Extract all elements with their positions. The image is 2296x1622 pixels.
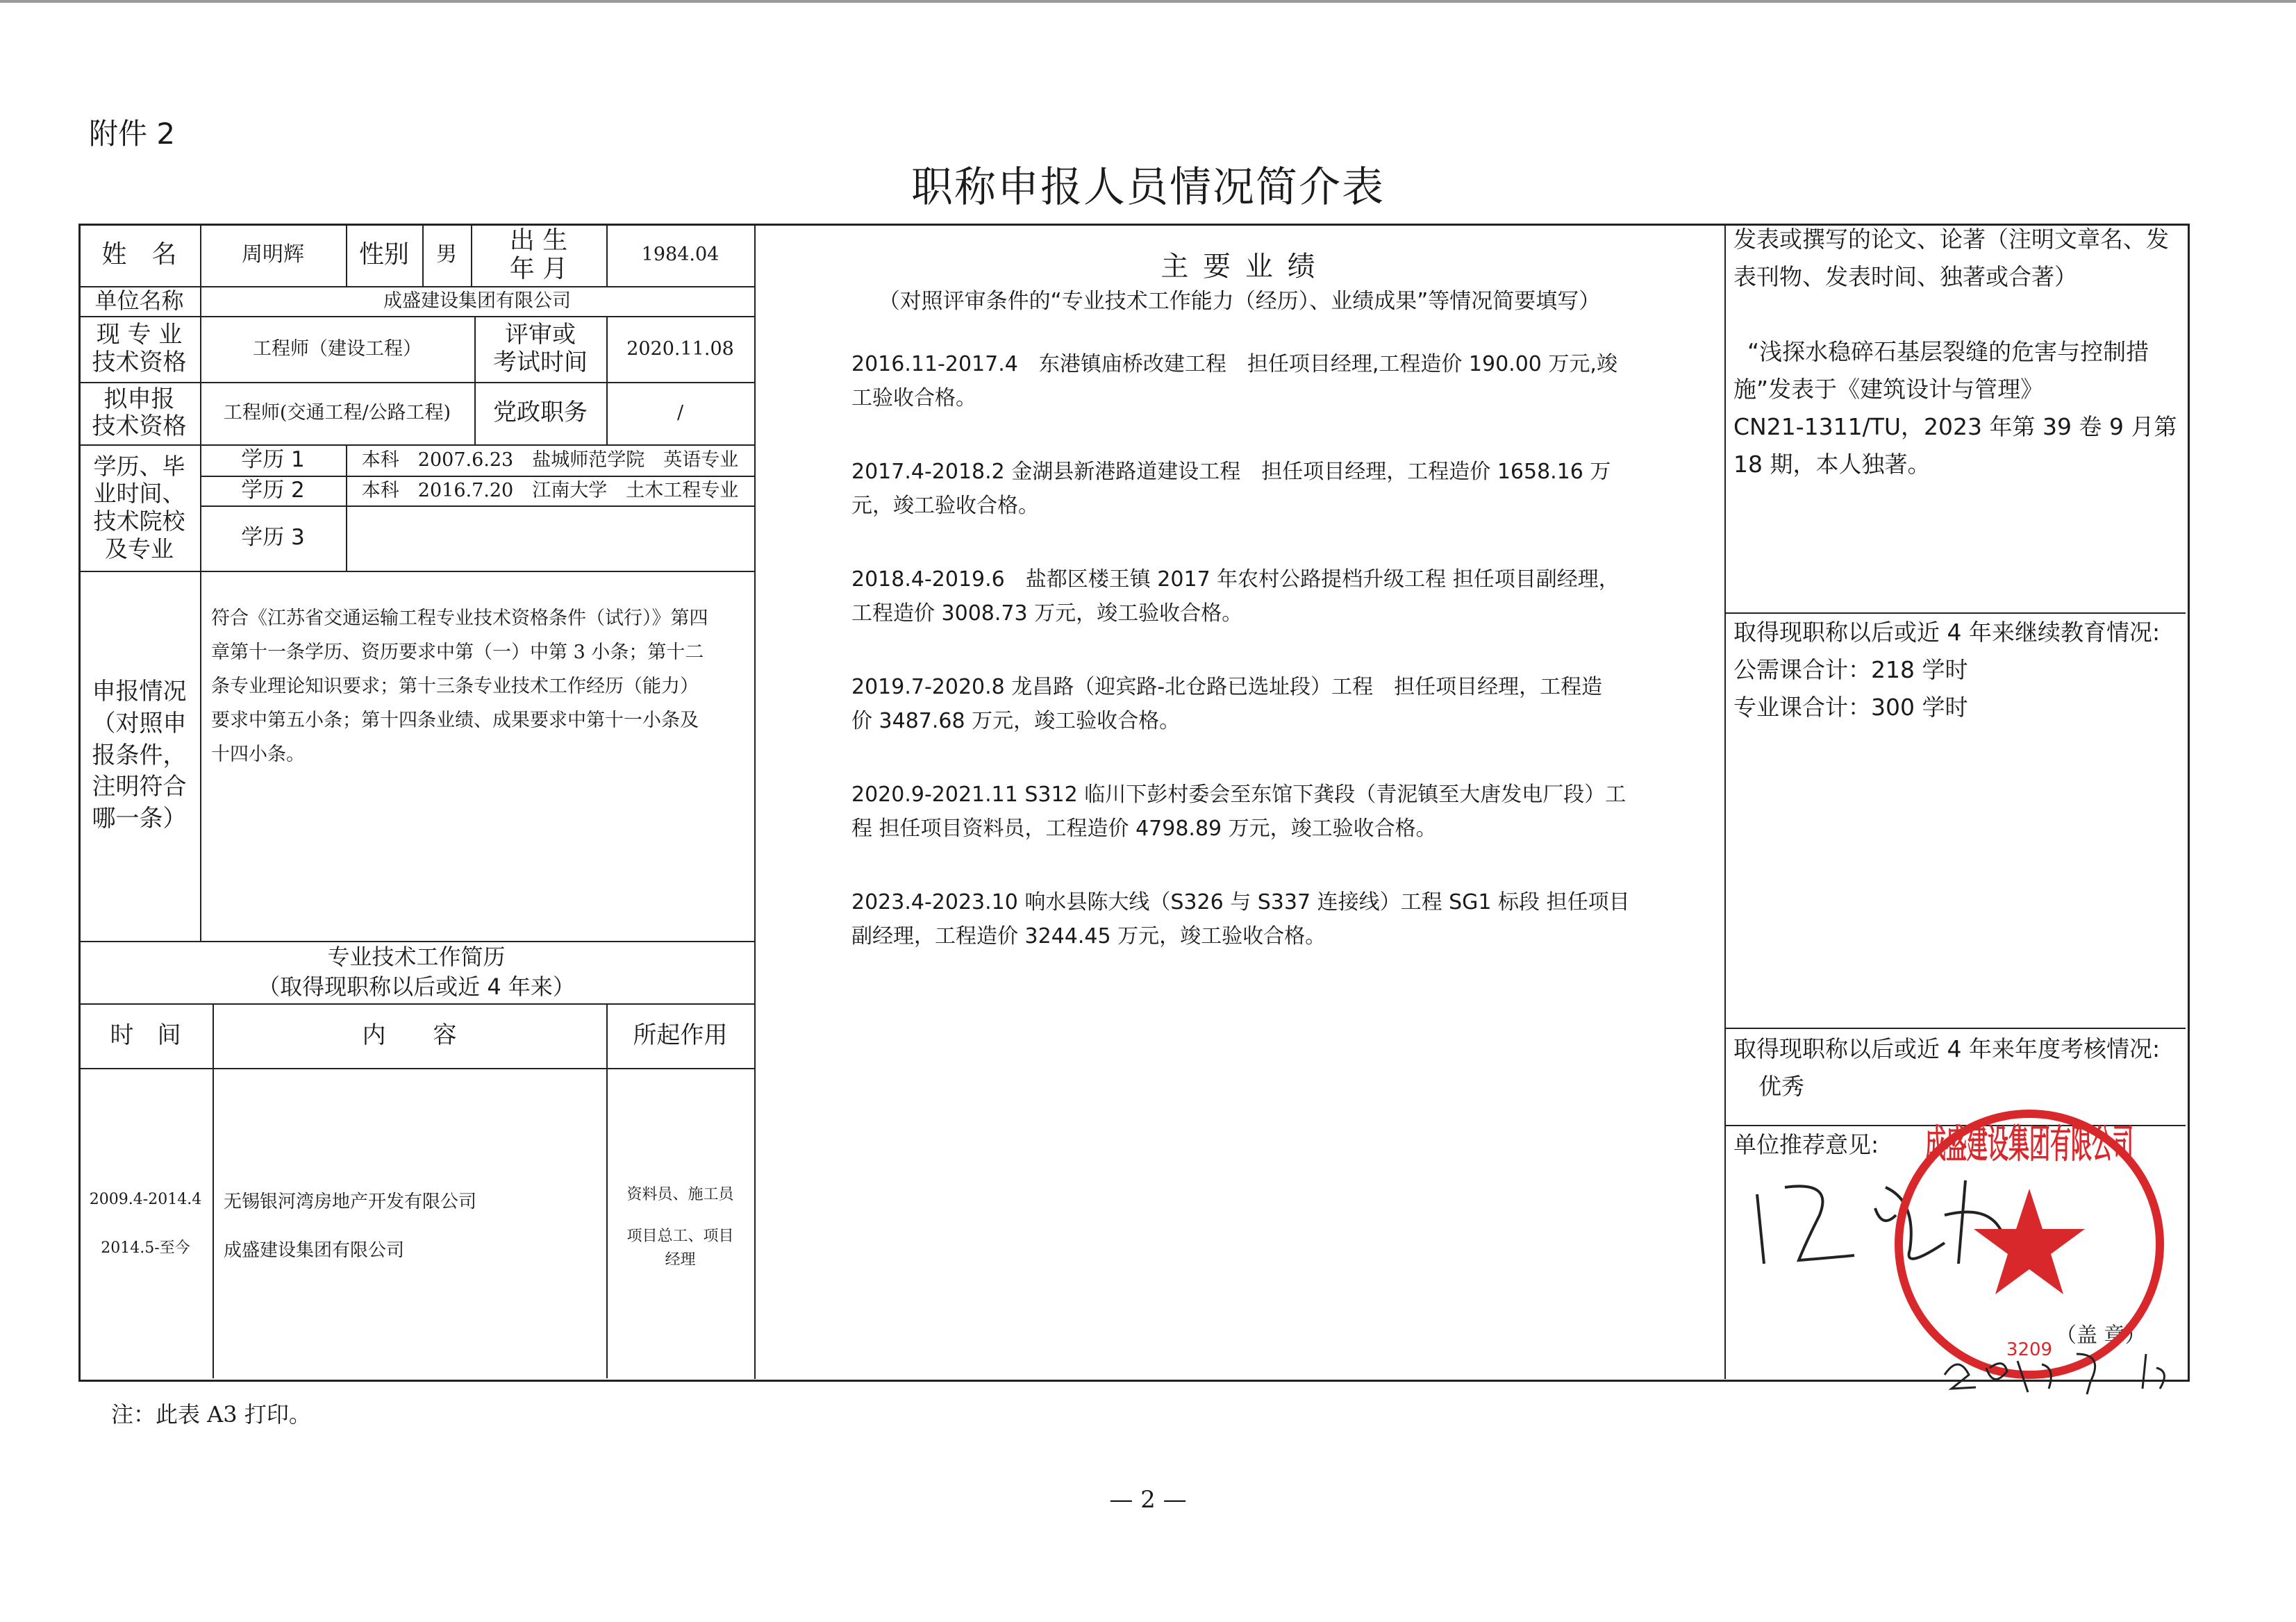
- achievement-item: 2016.11-2017.4 东港镇庙桥改建工程 担任项目经理,工程造价 190.00 万元,竣 工验收合格。: [851, 352, 1617, 410]
- col-content-header: 内 容: [362, 1021, 457, 1049]
- continuing-education: 取得现职称以后或近 4 年来继续教育情况: 公需课合计：218 学时 专业课合计：300 学时: [1733, 619, 2161, 721]
- achievement-item: 2023.4-2023.10 响水县陈大线（S326 与 S337 连接线）工程 SG1 标段 担任项目 副经理，工程造价 3244.45 万元，竣工验收合格。: [851, 890, 1630, 948]
- review-time-value: 2020.11.08: [626, 337, 734, 360]
- svg-text:成盛建设集团有限公司: 成盛建设集团有限公司: [1925, 1122, 2133, 1167]
- work-1-content: 无锡银河湾房地产开发有限公司: [224, 1192, 477, 1212]
- achievements-title: 主 要 业 绩: [1161, 251, 1318, 283]
- declaration-label: 申报情况 （对照申 报条件， 注明符合 哪一条）: [92, 677, 187, 833]
- achievement-item: 2020.9-2021.11 S312 临川下彭村委会至东馆下龚段（青泥镇至大唐发电厂段）工 程 担任项目资料员，工程造价 4798.89 万元，竣工验收合格。: [851, 783, 1627, 841]
- footer-note: 注：此表 A3 打印。: [111, 1401, 311, 1428]
- work-2-role: 项目总工、项目 经理: [626, 1228, 734, 1269]
- achievement-item: 2017.4-2018.2 金湖县新港路道建设工程 担任项目经理，工程造价 1658.16 万 元，竣工验收合格。: [851, 460, 1611, 518]
- col-time-header: 时 间: [110, 1021, 181, 1049]
- page-number: — 2 —: [1109, 1486, 1187, 1514]
- education-1-label: 学历 1: [241, 446, 305, 472]
- handwritten-date-icon: [1938, 1340, 2174, 1396]
- proposed-qual-value: 工程师(交通工程/公路工程): [223, 402, 451, 424]
- education-3-value: [346, 505, 754, 571]
- education-2-value: 本科 2016.7.20 江南大学 土木工程专业: [361, 479, 739, 501]
- attachment-label: 附件 2: [89, 117, 176, 151]
- education-3-label: 学历 3: [241, 525, 305, 551]
- party-post-value: /: [676, 402, 684, 424]
- birth-label: 出 生 年 月: [509, 226, 568, 283]
- unit-value: 成盛建设集团有限公司: [383, 290, 571, 312]
- seal-label: （盖 章）: [2056, 1323, 2146, 1348]
- gender-value: 男: [436, 242, 457, 267]
- birth-value: 1984.04: [641, 244, 719, 266]
- education-1-value: 本科 2007.6.23 盐城师范学院 英语专业: [361, 449, 739, 471]
- papers-body: “浅探水稳碎石基层裂缝的危害与控制措 施”发表于《建筑设计与管理》 CN21-1311/TU，2023 年第 39 卷 9 月第 18 期，本人独著。: [1733, 338, 2177, 478]
- annual-assessment: 取得现职称以后或近 4 年来年度考核情况: 优秀: [1733, 1035, 2161, 1100]
- work-1-time: 2009.4-2014.4: [89, 1191, 202, 1208]
- papers-header: 发表或撰写的论文、论著（注明文章名、发 表刊物、发表时间、独著或合著）: [1733, 226, 2169, 290]
- party-post-label: 党政职务: [493, 399, 588, 427]
- work-2-content: 成盛建设集团有限公司: [224, 1240, 405, 1261]
- work-1-role: 资料员、施工员: [626, 1186, 734, 1203]
- review-time-label: 评审或 考试时间: [493, 321, 588, 376]
- gender-label: 性别: [358, 240, 409, 269]
- work-2-time: 2014.5-至今: [101, 1239, 190, 1257]
- page-title: 职称申报人员情况简介表: [911, 163, 1385, 212]
- proposed-qual-label: 拟申报 技术资格: [92, 385, 187, 440]
- name-label: 姓 名: [101, 240, 177, 269]
- achievement-item: 2019.7-2020.8 龙昌路（迎宾路-北仓路已选址段）工程 担任项目经理，工程造 价 3487.68 万元，竣工验收合格。: [851, 675, 1603, 733]
- current-qual-label: 现 专 业 技术资格: [92, 321, 187, 376]
- unit-label: 单位名称: [94, 287, 184, 315]
- achievements-subtitle: （对照评审条件的“专业技术工作能力（经历）、业绩成果”等情况简要填写）: [878, 289, 1601, 314]
- scan-edge: [0, 0, 2296, 3]
- declaration-text: 符合《江苏省交通运输工程专业技术资格条件（试行）》第四 章第十一条学历、资历要求中第（一）中第 3 小条；第十二 条专业理论知识要求；第十三条专业技术工作经历（能力） 要求中第五小条；第十四条业绩、成果要求中第十一小条及 十四小条。: [211, 608, 708, 765]
- recommendation-header: 单位推荐意见:: [1733, 1131, 1879, 1158]
- education-label: 学历、毕 业时间、 技术院校 及专业: [93, 452, 185, 562]
- work-history-title: 专业技术工作简历 （取得现职称以后或近 4 年来）: [258, 943, 575, 1000]
- current-qual-value: 工程师（建设工程）: [253, 337, 422, 360]
- education-2-label: 学历 2: [241, 477, 305, 503]
- col-role-header: 所起作用: [633, 1021, 728, 1049]
- name-value: 周明辉: [242, 242, 304, 267]
- achievement-item: 2018.4-2019.6 盐都区楼王镇 2017 年农村公路提档升级工程 担任项目副经理， 工程造价 3008.73 万元，竣工验收合格。: [851, 567, 1620, 626]
- svg-text:3209: 3209: [2006, 1339, 2053, 1360]
